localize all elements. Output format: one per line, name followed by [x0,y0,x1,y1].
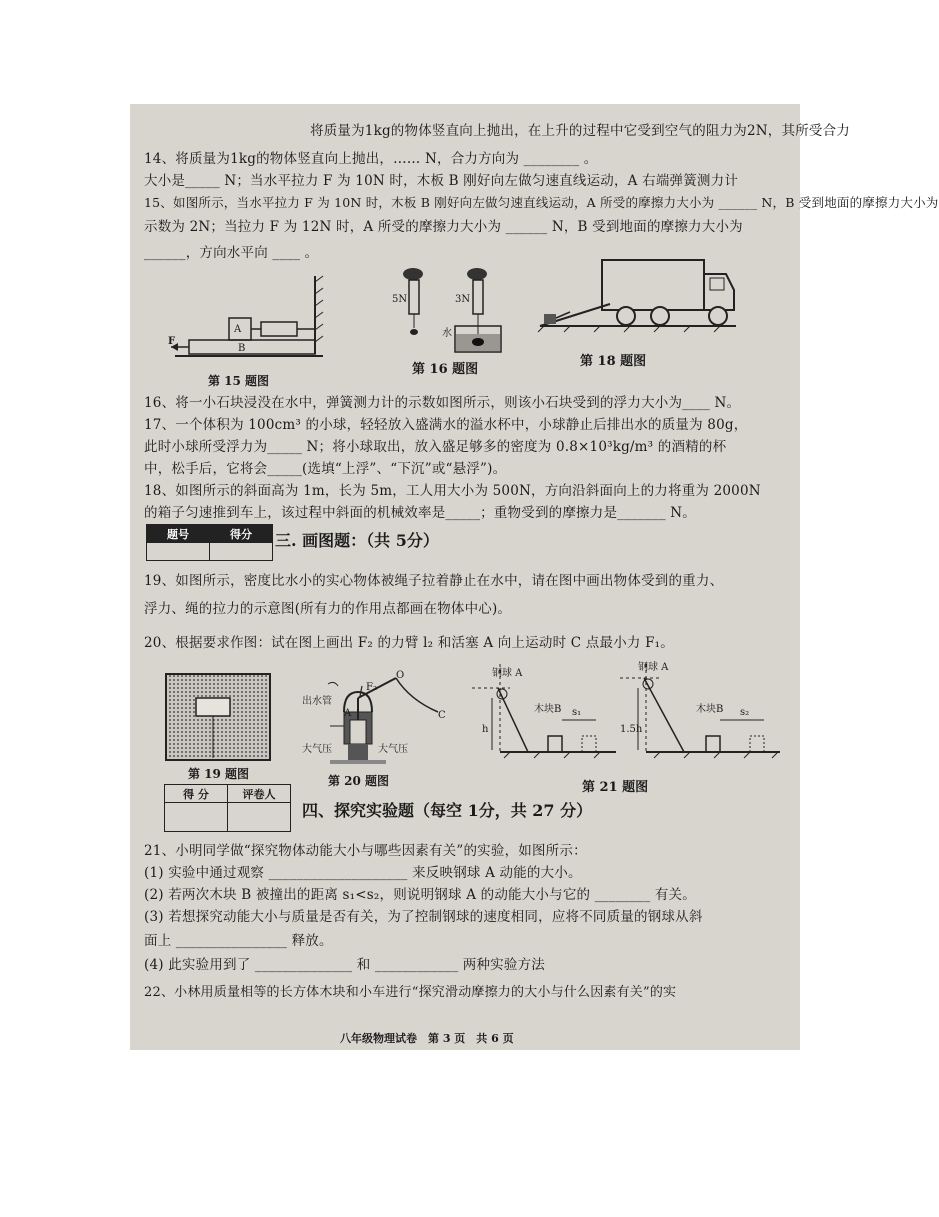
fig20-label-outlet: 出水管 [302,696,332,707]
score-box-cell [165,803,228,832]
figure-18 [530,252,740,347]
q14-line-1: 将质量为1kg的物体竖直向上抛出，在上升的过程中它受到空气的阻力为2N，其所受合力 [310,123,851,139]
fig21-caption: 第 21 题图 [582,780,649,795]
fig16-label-3N: 3N [455,294,471,305]
score-box-header-1: 题号 [147,525,210,543]
fig18-caption: 第 18 题图 [580,354,647,369]
q18-line-1: 18、如图所示的斜面高为 1m，长为 5m，工人用大小为 500N，方向沿斜面向上的力将重为 2000N [144,483,761,499]
figure-16 [385,264,515,359]
exam-page [130,104,939,1050]
fig20-label-A: A [344,708,352,719]
fig21-label-block-B-2: 木块B [696,704,724,715]
score-box-cell [147,543,210,561]
score-box-header-2: 得分 [210,525,273,543]
page-footer: 八年级物理试卷 第 3 页 共 6 页 [340,1032,514,1045]
q21-intro: 21、小明同学做“探究物体动能大小与哪些因素有关”的实验，如图所示： [144,843,587,859]
score-box-section4 [164,784,291,832]
fig15-label-A: A [234,324,242,335]
q17-line-3: 中，松手后，它将会_____(选填“上浮”、“下沉”或“悬浮”)。 [144,461,507,477]
fig20-label-F2: F₂ [366,682,377,693]
section-4-title: 四、探究实验题（每空 1分，共 27 分） [302,801,593,820]
fig20-label-O: O [396,670,405,681]
fig21-label-block-B-1: 木块B [534,704,562,715]
score-box-header-2: 评卷人 [228,785,291,803]
fig15-label-B: B [238,343,246,354]
fig20-caption: 第 20 题图 [328,774,390,788]
fig20-label-C: C [438,710,446,721]
q21-part-1: (1) 实验中通过观察 ____________________ 来反映钢球 A 动能的大小。 [144,865,582,881]
score-box-section3 [146,524,273,561]
score-box-cell [210,543,273,561]
fig16-caption: 第 16 题图 [412,362,479,377]
q18-line-2: 的箱子匀速推到车上，该过程中斜面的机械效率是_____；重物受到的摩擦力是_______ N。 [144,505,697,521]
score-box-cell [228,803,291,832]
fig21-label-s1: s₁ [572,707,582,718]
figure-19 [164,670,274,764]
q15-line-3: ______，方向水平向 ____ 。 [144,245,319,261]
section-3-title: 三. 画图题：（共 5分） [275,531,439,550]
fig19-caption: 第 19 题图 [188,767,250,781]
q14-line-2: 14、将质量为1kg的物体竖直向上抛出，…… N，合力方向为 ________ 。 [144,151,598,167]
fig15-label-F: F [168,336,176,347]
fig21-label-ball-A-2: 钢球 A [638,662,669,673]
fig21-label-ball-A-1: 钢球 A [492,668,523,679]
q19-line-1: 19、如图所示，密度比水小的实心物体被绳子拉着静止在水中，请在图中画出物体受到的重力、 [144,573,724,589]
fig15-caption: 第 15 题图 [208,374,270,388]
q21-part-3-line-2: 面上 ________________ 释放。 [144,933,333,949]
q15-line-1: 15、如图所示，当水平拉力 F 为 10N 时，木板 B 刚好向左做匀速直线运动，A 所受的摩擦力大小为 ______ N，B 受到地面的摩擦力大小为 [144,195,939,210]
fig21-label-h: h [482,724,489,735]
q16-text: 16、将一小石块浸没在水中，弹簧测力计的示数如图所示，则该小石块受到的浮力大小为____ N。 [144,395,741,411]
fig21-label-1-5h: 1.5h [620,724,643,735]
q17-line-1: 17、一个体积为 100cm³ 的小球，轻轻放入盛满水的溢水杯中，小球静止后排出水的质量为 80g， [144,417,748,433]
fig20-label-atm-left: 大气压 [302,744,332,755]
q14-line-3: 大小是_____ N；当水平拉力 F 为 10N 时，木板 B 刚好向左做匀速直线运动，A 右端弹簧测力计 [144,173,739,189]
q21-part-2: (2) 若两次木块 B 被撞出的距离 s₁<s₂，则说明钢球 A 的动能大小与它的 ________ 有关。 [144,887,696,903]
fig16-label-5N: 5N [392,294,408,305]
q21-part-3-line-1: (3) 若想探究动能大小与质量是否有关，为了控制钢球的速度相同，应将不同质量的钢球从斜 [144,909,703,925]
q22-line-1: 22、小林用质量相等的长方体木块和小车进行“探究滑动摩擦力的大小与什么因素有关”的实 [144,985,677,1000]
q19-line-2: 浮力、绳的拉力的示意图(所有力的作用点都画在物体中心)。 [144,601,512,617]
q20-text: 20、根据要求作图：试在图上画出 F₂ 的力臂 l₂ 和活塞 A 向上运动时 C 点最小力 F₁。 [144,635,674,651]
fig16-label-water: 水 [442,328,452,339]
q15-line-2: 示数为 2N；当拉力 F 为 12N 时，A 所受的摩擦力大小为 ______ N，B 受到地面的摩擦力大小为 [144,219,743,235]
q17-line-2: 此时小球所受浮力为_____ N；将小球取出，放入盛足够多的密度为 0.8×10³kg/m³ 的酒精的杯 [144,439,727,455]
fig21-label-s2: s₂ [740,707,750,718]
fig20-label-atm-right: 大气压 [378,744,408,755]
q21-part-4: (4) 此实验用到了 ______________ 和 ____________ 两种实验方法 [144,957,545,973]
score-box-header-1: 得 分 [165,785,228,803]
figure-15 [165,272,335,382]
